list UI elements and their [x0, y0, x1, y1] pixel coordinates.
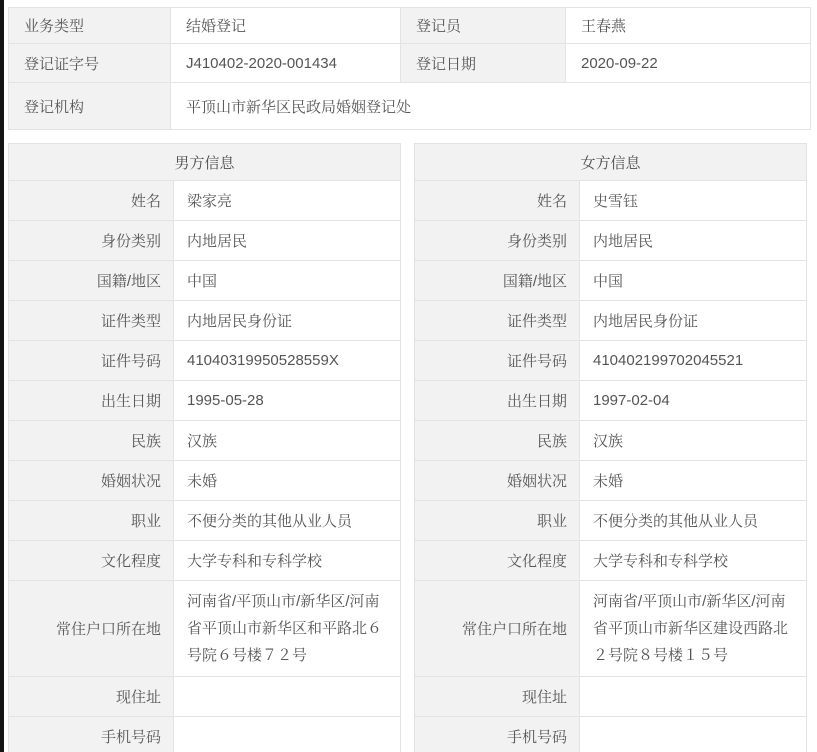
female-field-label: 国籍/地区 — [415, 261, 580, 301]
registrar-value: 王春燕 — [566, 8, 811, 44]
table-row — [9, 181, 401, 221]
male-field-value: 未婚 — [174, 461, 401, 501]
register-organ-label: 登记机构 — [9, 83, 171, 130]
male-field-value — [174, 677, 401, 717]
table-row — [415, 341, 807, 381]
female-field-label: 职业 — [415, 501, 580, 541]
male-field-label: 文化程度 — [9, 541, 174, 581]
female-info-table — [414, 143, 807, 752]
table-row — [9, 221, 401, 261]
female-field-label: 文化程度 — [415, 541, 580, 581]
table-row — [9, 461, 401, 501]
female-field-label: 常住户口所在地 — [415, 581, 580, 677]
female-info-title: 女方信息 — [415, 144, 807, 181]
female-field-label: 现住址 — [415, 677, 580, 717]
table-row — [9, 421, 401, 461]
male-info-header — [9, 144, 401, 181]
male-field-value: 河南省/平顶山市/新华区/河南省平顶山市新华区和平路北６号院６号楼７２号 — [174, 581, 401, 677]
table-row — [415, 717, 807, 752]
female-field-value: 河南省/平顶山市/新华区/河南省平顶山市新华区建设西路北２号院８号楼１５号 — [580, 581, 807, 677]
female-info-header — [415, 144, 807, 181]
female-field-value: 汉族 — [580, 421, 807, 461]
table-row — [9, 261, 401, 301]
female-field-label: 姓名 — [415, 181, 580, 221]
table-row — [415, 261, 807, 301]
male-field-label: 现住址 — [9, 677, 174, 717]
table-row — [9, 301, 401, 341]
table-row — [415, 221, 807, 261]
summary-row-organ — [9, 83, 811, 130]
female-field-value: 史雪钰 — [580, 181, 807, 221]
female-field-value: 内地居民 — [580, 221, 807, 261]
female-field-label: 民族 — [415, 421, 580, 461]
table-row — [9, 381, 401, 421]
female-field-label: 手机号码 — [415, 717, 580, 752]
table-row — [9, 717, 401, 752]
female-field-value — [580, 717, 807, 752]
male-info-title: 男方信息 — [9, 144, 401, 181]
female-field-label: 证件号码 — [415, 341, 580, 381]
summary-row-certificate — [9, 44, 811, 83]
female-field-value: 1997-02-04 — [580, 381, 807, 421]
register-organ-value: 平顶山市新华区民政局婚姻登记处 — [171, 83, 811, 130]
male-field-value: 不便分类的其他从业人员 — [174, 501, 401, 541]
male-field-value: 内地居民身份证 — [174, 301, 401, 341]
summary-row-business — [9, 8, 811, 44]
table-row — [415, 301, 807, 341]
register-date-value: 2020-09-22 — [566, 44, 811, 83]
table-row — [9, 541, 401, 581]
table-row — [415, 581, 807, 677]
male-info-table — [8, 143, 401, 752]
male-field-label: 职业 — [9, 501, 174, 541]
female-field-value: 不便分类的其他从业人员 — [580, 501, 807, 541]
table-row — [9, 501, 401, 541]
female-field-value — [580, 677, 807, 717]
male-field-label: 民族 — [9, 421, 174, 461]
table-row — [9, 677, 401, 717]
person-info-section — [8, 143, 807, 752]
male-field-label: 出生日期 — [9, 381, 174, 421]
female-field-label: 婚姻状况 — [415, 461, 580, 501]
female-field-value: 内地居民身份证 — [580, 301, 807, 341]
male-field-label: 身份类别 — [9, 221, 174, 261]
female-field-label: 身份类别 — [415, 221, 580, 261]
table-row — [415, 421, 807, 461]
female-field-value: 中国 — [580, 261, 807, 301]
business-type-value: 结婚登记 — [171, 8, 401, 44]
male-field-value — [174, 717, 401, 752]
female-field-value: 大学专科和专科学校 — [580, 541, 807, 581]
male-field-value: 大学专科和专科学校 — [174, 541, 401, 581]
male-field-value: 中国 — [174, 261, 401, 301]
male-field-label: 常住户口所在地 — [9, 581, 174, 677]
male-field-value: 41040319950528559X — [174, 341, 401, 381]
male-field-label: 手机号码 — [9, 717, 174, 752]
certificate-no-label: 登记证字号 — [9, 44, 171, 83]
male-field-value: 梁家亮 — [174, 181, 401, 221]
table-row — [415, 461, 807, 501]
male-field-label: 证件类型 — [9, 301, 174, 341]
male-field-label: 证件号码 — [9, 341, 174, 381]
table-row — [415, 381, 807, 421]
business-type-label: 业务类型 — [9, 8, 171, 44]
male-field-value: 内地居民 — [174, 221, 401, 261]
male-field-value: 汉族 — [174, 421, 401, 461]
table-row — [415, 501, 807, 541]
registrar-label: 登记员 — [401, 8, 566, 44]
male-field-value: 1995-05-28 — [174, 381, 401, 421]
male-field-label: 姓名 — [9, 181, 174, 221]
table-row — [9, 581, 401, 677]
register-date-label: 登记日期 — [401, 44, 566, 83]
female-field-value: 未婚 — [580, 461, 807, 501]
left-edge-strip — [0, 0, 4, 752]
table-row — [415, 541, 807, 581]
female-field-value: 410402199702045521 — [580, 341, 807, 381]
female-field-label: 证件类型 — [415, 301, 580, 341]
female-field-label: 出生日期 — [415, 381, 580, 421]
table-row — [415, 181, 807, 221]
summary-table — [8, 7, 811, 130]
male-field-label: 国籍/地区 — [9, 261, 174, 301]
table-row — [415, 677, 807, 717]
male-field-label: 婚姻状况 — [9, 461, 174, 501]
table-row — [9, 341, 401, 381]
certificate-no-value: J410402-2020-001434 — [171, 44, 401, 83]
